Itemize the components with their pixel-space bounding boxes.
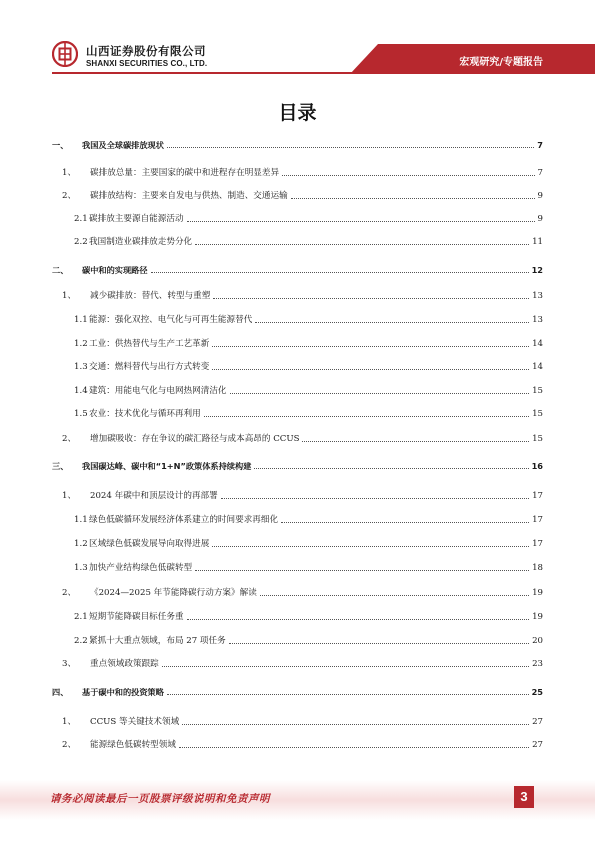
toc-entry-page: 16	[531, 461, 543, 471]
toc-entry-title: 工业：供热替代与生产工艺革新	[89, 339, 210, 349]
toc-entry-page: 17	[532, 491, 543, 501]
toc-entry-title: 能源绿色低碳转型领域	[90, 740, 176, 750]
company-name-cn: 山西证券股份有限公司	[86, 44, 206, 58]
toc-dot-leader	[229, 642, 529, 644]
header-divider	[52, 72, 358, 74]
toc-entry[interactable]	[52, 236, 543, 248]
toc-dot-leader	[302, 440, 529, 442]
toc-entry[interactable]	[52, 361, 543, 373]
toc-entry-page: 17	[532, 515, 543, 525]
toc-dot-leader	[195, 569, 529, 571]
toc-entry-number: 1.3	[74, 563, 88, 573]
toc-entry[interactable]	[52, 587, 543, 599]
toc-dot-leader	[187, 220, 535, 222]
toc-entry-number: 1.4	[74, 386, 88, 396]
toc-entry-number: 一、	[52, 140, 69, 150]
toc-dot-leader	[291, 197, 535, 199]
toc-entry-title: 碳排放总量：主要国家的碳中和进程存在明显差异	[90, 168, 280, 178]
toc-dot-leader	[195, 243, 529, 245]
toc-dot-leader	[213, 297, 529, 299]
toc-dot-leader	[162, 665, 529, 667]
toc-dot-leader	[212, 368, 529, 370]
toc-entry-title: 我国及全球碳排放现状	[82, 140, 164, 150]
toc-entry-number: 1.2	[74, 539, 88, 549]
toc-entry-page: 13	[532, 315, 543, 325]
toc-entry[interactable]	[52, 658, 543, 670]
shanxi-securities-logo-icon	[52, 41, 78, 67]
toc-dot-leader	[212, 545, 529, 547]
toc-entry[interactable]	[52, 314, 543, 326]
toc-entry-number: 1、	[62, 168, 77, 178]
toc-entry-title: 基于碳中和的投资策略	[82, 687, 164, 697]
toc-entry-title: 加快产业结构绿色低碳转型	[89, 563, 193, 573]
toc-entry[interactable]	[52, 264, 543, 276]
toc-entry-page: 27	[532, 740, 543, 750]
toc-entry-title: 紧抓十大重点领域，布局 27 项任务	[89, 636, 226, 646]
toc-entry-number: 2.1	[74, 612, 88, 622]
toc-entry-page: 15	[532, 386, 543, 396]
toc-entry-page: 7	[537, 140, 543, 150]
toc-entry[interactable]	[52, 433, 543, 445]
toc-entry-title: 短期节能降碳目标任务重	[89, 612, 184, 622]
toc-entry[interactable]	[52, 338, 543, 350]
toc-entry-title: CCUS 等关键技术领域	[90, 717, 180, 727]
toc-entry[interactable]	[52, 611, 543, 623]
toc-entry-page: 18	[532, 563, 543, 573]
toc-entry-number: 三、	[52, 461, 69, 471]
toc-entry-number: 2.2	[74, 636, 88, 646]
toc-entry-page: 9	[537, 214, 543, 224]
toc-entry-number: 1、	[62, 291, 77, 301]
toc-entry-title: 2024 年碳中和顶层设计的再部署	[90, 491, 218, 501]
toc-entry-page: 15	[532, 409, 543, 419]
toc-entry-page: 19	[532, 588, 543, 598]
toc-entry-number: 1.1	[74, 315, 88, 325]
toc-entry-page: 9	[537, 191, 543, 201]
toc-entry[interactable]	[52, 562, 543, 574]
toc-dot-leader	[187, 618, 530, 620]
toc-entry-number: 2、	[62, 588, 77, 598]
toc-entry-number: 1.1	[74, 515, 88, 525]
toc-entry[interactable]	[52, 460, 543, 472]
toc-dot-leader	[167, 693, 529, 695]
company-name-en: SHANXI SECURITIES CO., LTD.	[86, 59, 208, 68]
toc-entry-number: 二、	[52, 265, 69, 275]
toc-entry-number: 1.5	[74, 409, 88, 419]
toc-entry-page: 25	[531, 687, 543, 697]
toc-entry-title: 区域绿色低碳发展导向取得进展	[89, 539, 210, 549]
page-number: 3	[514, 786, 534, 808]
toc-entry-number: 3、	[62, 659, 77, 669]
toc-entry-number: 1.3	[74, 362, 88, 372]
toc-entry-number: 四、	[52, 687, 69, 697]
toc-dot-leader	[221, 497, 529, 499]
toc-entry-title: 减少碳排放：替代、转型与重塑	[90, 291, 211, 301]
toc-entry-page: 23	[532, 659, 543, 669]
toc-entry[interactable]	[52, 385, 543, 397]
toc-entry-title: 绿色低碳循环发展经济体系建立的时间要求再细化	[89, 515, 279, 525]
toc-dot-leader	[167, 146, 534, 148]
toc-entry[interactable]	[52, 167, 543, 179]
toc-entry-page: 17	[532, 539, 543, 549]
toc-entry-page: 14	[532, 362, 543, 372]
toc-entry[interactable]	[52, 139, 543, 151]
page-header	[0, 0, 595, 78]
toc-dot-leader	[254, 467, 528, 469]
toc-entry-title: 我国碳达峰、碳中和“1+N”政策体系持续构建	[82, 461, 252, 471]
toc-entry[interactable]	[52, 538, 543, 550]
toc-dot-leader	[151, 271, 529, 273]
toc-entry-title: 重点领域政策跟踪	[90, 659, 159, 669]
toc-entry-number: 1.2	[74, 339, 88, 349]
toc-entry-title: 建筑：用能电气化与电网热网清洁化	[89, 386, 227, 396]
toc-entry-number: 1、	[62, 491, 77, 501]
toc-entry[interactable]	[52, 490, 543, 502]
toc-dot-leader	[255, 321, 529, 323]
toc-dot-leader	[260, 594, 529, 596]
toc-entry[interactable]	[52, 739, 543, 751]
toc-entry-page: 15	[532, 434, 543, 444]
toc-entry-title: 农业：技术优化与循环再利用	[89, 409, 201, 419]
toc-dot-leader	[179, 746, 529, 748]
toc-entry[interactable]	[52, 408, 543, 420]
toc-entry-title: 增加碳吸收：存在争议的碳汇路径与成本高昂的 CCUS	[90, 434, 300, 444]
toc-entry-number: 2.1	[74, 214, 88, 224]
toc-entry-page: 20	[532, 636, 543, 646]
toc-entry[interactable]	[52, 290, 543, 302]
toc-dot-leader	[230, 392, 530, 394]
toc-entry-page: 19	[532, 612, 543, 622]
report-type-label: 宏观研究/专题报告	[459, 57, 543, 68]
toc-dot-leader	[212, 345, 529, 347]
toc-entry[interactable]	[52, 716, 543, 728]
toc-entry-page: 11	[532, 237, 543, 247]
toc-entry[interactable]	[52, 514, 543, 526]
toc-entry-page: 7	[537, 168, 543, 178]
toc-entry-title: 碳中和的实现路径	[82, 265, 148, 275]
disclaimer-text: 请务必阅读最后一页股票评级说明和免责声明	[50, 793, 270, 805]
toc-entry[interactable]	[52, 213, 543, 225]
toc-entry[interactable]	[52, 190, 543, 202]
toc-entry-title: 交通：燃料替代与出行方式转变	[89, 362, 210, 372]
toc-entry-number: 2、	[62, 191, 77, 201]
toc-entry-title: 碳排放结构：主要来自发电与供热、制造、交通运输	[90, 191, 288, 201]
toc-entry-number: 1、	[62, 717, 77, 727]
toc-entry-title: 能源：强化双控、电气化与可再生能源替代	[89, 315, 253, 325]
page-title: 目录	[278, 102, 317, 124]
toc-entry-page: 14	[532, 339, 543, 349]
toc-dot-leader	[182, 723, 529, 725]
toc-dot-leader	[282, 174, 534, 176]
toc-dot-leader	[204, 415, 529, 417]
toc-dot-leader	[281, 521, 529, 523]
toc-entry[interactable]	[52, 635, 543, 647]
toc-entry[interactable]	[52, 686, 543, 698]
toc-entry-page: 27	[532, 717, 543, 727]
toc-entry-number: 2、	[62, 434, 77, 444]
toc-entry-title: 《2024—2025 年节能降碳行动方案》解读	[90, 588, 257, 598]
toc-entry-page: 13	[532, 291, 543, 301]
toc-entry-page: 12	[531, 265, 543, 275]
toc-entry-number: 2、	[62, 740, 77, 750]
toc-entry-number: 2.2	[74, 237, 88, 247]
toc-entry-title: 碳排放主要源自能源活动	[89, 214, 184, 224]
toc-entry-title: 我国制造业碳排放走势分化	[89, 237, 193, 247]
